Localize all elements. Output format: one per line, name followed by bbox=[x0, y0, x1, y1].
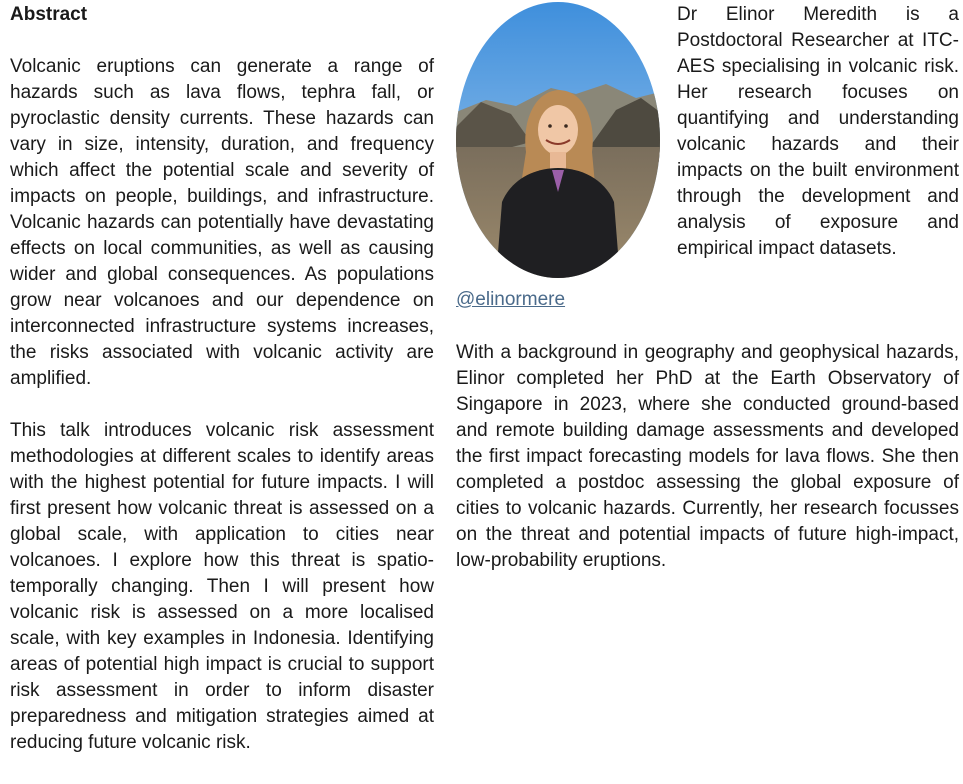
abstract-section bbox=[10, 2, 434, 756]
speaker-bio-intro: Dr Elinor Meredith is a Postdoctoral Researcher at ITC-AES specialising in volcanic risk. Her research focuses on quantifying and understanding volcanic hazards and their impacts on the built environment through the development and analysis of exposure and empirical impact datasets. bbox=[677, 4, 959, 259]
speaker-bio-background: With a background in geography and geophysical hazards, Elinor completed her PhD at the Earth Observatory of Singapore in 2023, where she conducted ground-based and remote building damage assessments and developed the first impact forecasting models for lava flows. She then completed a postdoc assessing the global exposure of cities to volcanic hazards. Currently, her research focusses on the threat and potential impacts of future high-impact, low-probability eruptions. bbox=[456, 342, 959, 571]
face-shape bbox=[538, 105, 578, 155]
speaker-portrait-image bbox=[456, 2, 660, 278]
abstract-paragraph-1: Volcanic eruptions can generate a range of hazards such as lava flows, tephra fall, or pyroclastic density currents. These hazards can vary in size, intensity, duration, and frequency which affect the potential scale and severity of impacts on people, buildings, and infrastructure. Volcanic hazards can potentially have devastating effects on local communities, as well as causing wider and global consequences. As populations grow near volcanoes and our dependence on interconnected infrastructure systems increases, the risks associated with volcanic activity are amplified. bbox=[10, 56, 434, 389]
right-eye bbox=[564, 124, 568, 128]
left-eye bbox=[548, 124, 552, 128]
speaker-photo bbox=[456, 2, 660, 278]
abstract-paragraph-2: This talk introduces volcanic risk assessment methodologies at different scales to identify areas with the highest potential for future impacts. I will first present how volcanic threat is assessed on a global scale, with application to cities near volcanoes. I explore how this threat is spatio-temporally changing. Then I will present how volcanic risk is assessed on a more localised scale, with key examples in Indonesia. Identifying areas of potential high impact is crucial to support risk assessment in order to inform disaster preparedness and mitigation strategies aimed at reducing future volcanic risk. bbox=[10, 420, 434, 753]
neck-shape bbox=[550, 152, 566, 170]
abstract-heading: Abstract bbox=[10, 4, 88, 25]
twitter-handle-link[interactable]: @elinormere bbox=[456, 289, 566, 310]
